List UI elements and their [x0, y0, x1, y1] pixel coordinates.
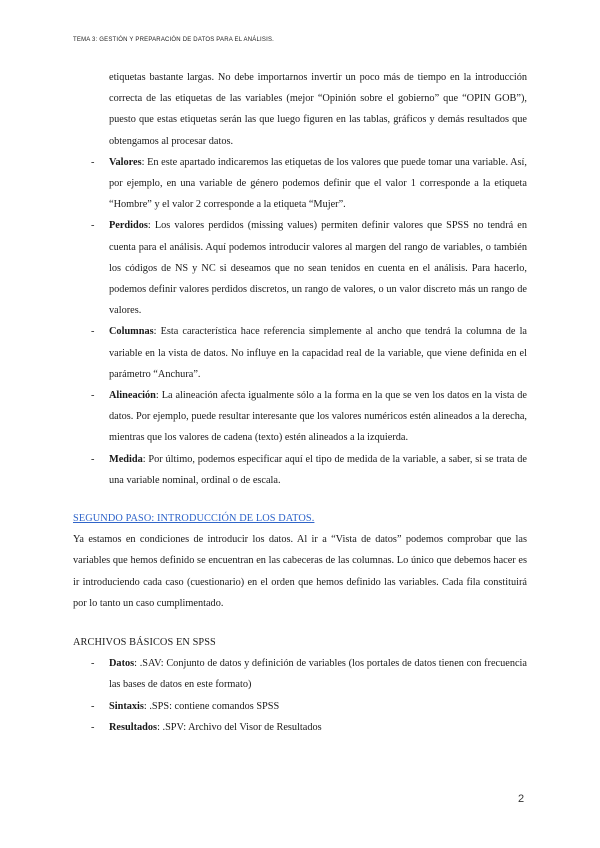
list-item-columnas — [73, 321, 527, 385]
item-term: Resultados — [109, 721, 158, 733]
list-item-resultados — [73, 717, 527, 738]
bullet-dash: - — [91, 220, 95, 232]
item-term: Medida — [109, 453, 143, 465]
item-term: Datos — [109, 658, 135, 670]
bullet-dash: - — [91, 156, 95, 168]
intro-continuation: etiquetas bastante largas. No debe importarnos invertir un poco más de tiempo en la introducción correcta de las etiquetas de las variables (mejor “Opinión sobre el gobierno” que “OPIN GOB”), puesto que estas etiquetas serán las que luego figuren en las tablas, gráficos y demás resultados que obtengamos al procesar datos. — [109, 72, 527, 147]
item-text: : .SPV: Archivo del Visor de Resultados — [157, 721, 322, 733]
list-item-alineacion — [73, 385, 527, 449]
page-number: 2 — [518, 793, 525, 805]
list-item-sintaxis — [73, 696, 527, 717]
item-text: : .SAV: Conjunto de datos y definición de variables (los portales de datos tienen con frecuencia las bases de datos en este formato) — [109, 658, 527, 691]
item-term: Perdidos — [109, 220, 148, 232]
variable-properties-list — [73, 152, 527, 491]
section-heading-archivos: ARCHIVOS BÁSICOS EN SPSS — [73, 637, 216, 649]
item-term: Valores — [109, 156, 142, 168]
item-text: : Los valores perdidos (missing values) permiten definir valores que SPSS no tendrá en cuenta para el análisis. Aquí podemos introducir valores al margen del rango de variables, o también los códigos de NS y NC si deseamos que no sean tenidos en cuenta en el análisis. Para hacerlo, podemos definir valores perdidos discretos, un rango de valores, o un valor discreto más un rango de valores. — [109, 220, 527, 317]
item-text: : Por último, podemos especificar aquí el tipo de medida de la variable, a saber, si se trata de una variable nominal, ordinal o de escala. — [109, 453, 527, 486]
bullet-dash: - — [91, 721, 95, 733]
item-term: Alineación — [109, 390, 156, 402]
section-two-body: Ya estamos en condiciones de introducir los datos. Al ir a “Vista de datos” podemos comprobar que las variables que hemos definido se encuentran en las cabeceras de las columnas. Lo único que debemos hacer es ir introduciendo cada caso (cuestionario) en el orden que hemos definido las variables. Cada fila constituirá por lo tanto un caso cumplimentado. — [73, 534, 527, 609]
item-term: Sintaxis — [109, 700, 144, 712]
bullet-dash: - — [91, 700, 95, 712]
list-item-perdidos — [73, 215, 527, 321]
list-item-valores — [73, 152, 527, 216]
bullet-dash: - — [91, 326, 95, 338]
section-heading-segundo-paso[interactable]: SEGUNDO PASO: INTRODUCCIÓN DE LOS DATOS. — [73, 513, 315, 525]
bullet-dash: - — [91, 658, 95, 670]
list-item-medida — [73, 449, 527, 491]
list-item-datos — [73, 653, 527, 695]
item-term: Columnas — [109, 326, 154, 338]
page-content — [73, 67, 527, 738]
item-text: : Esta característica hace referencia simplemente al ancho que tendrá la columna de la variable en la vista de datos. No influye en la capacidad real de la variable, que viene definida en el parámetro “Anchura”. — [109, 326, 527, 380]
item-text: : .SPS: contiene comandos SPSS — [143, 700, 280, 712]
bullet-dash: - — [91, 453, 95, 465]
item-text: : En este apartado indicaremos las etiquetas de los valores que puede tomar una variable. Así, por ejemplo, en una variable de género podemos definir que el valor 1 corresponde a la etiqueta “Hombre” y el valor 2 corresponde a la etiqueta “Mujer”. — [109, 156, 527, 211]
files-list — [73, 653, 527, 738]
running-header: TEMA 3: GESTIÓN Y PREPARACIÓN DE DATOS PARA EL ANÁLISIS. — [73, 37, 275, 43]
item-text: : La alineación afecta igualmente sólo a la forma en la que se ven los datos en la vista de datos. Por ejemplo, puede resultar interesante que los valores numéricos estén alineados a la derecha, mientras que los valores de cadena (texto) estén alineados a la izquierda. — [109, 390, 527, 444]
bullet-dash: - — [91, 390, 95, 402]
